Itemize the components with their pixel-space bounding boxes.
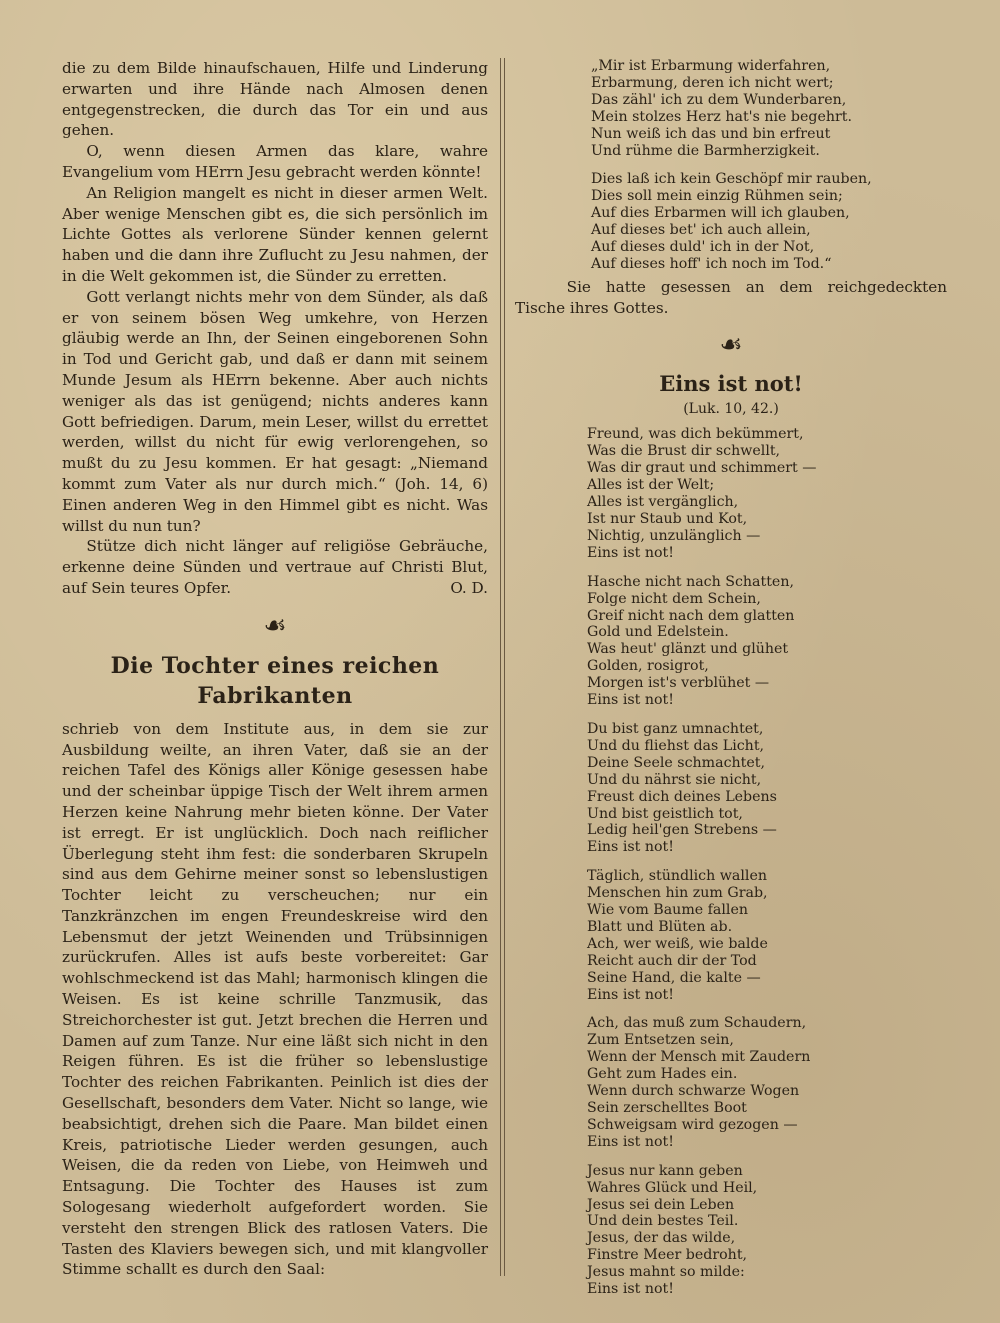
poem-line: Ach, das muß zum Schaudern, [587,1015,807,1032]
poem-title: Eins ist not! [659,371,803,397]
song-line: Und rühme die Barmherzigkeit. [591,142,820,159]
poem-line: Ach, wer weiß, wie balde [587,935,768,952]
article1-last-paragraph [62,536,488,598]
poem-stanza [515,868,947,1003]
poem-line: Ist nur Staub und Kot, [587,511,748,527]
article1-signature: O. D. [450,578,488,597]
song-line: Das zähl' ich zu dem Wunderbaren, [591,91,847,108]
poem-line: Reicht auch dir der Tod [587,952,757,969]
poem-line: Nichtig, unzulänglich — [587,527,761,544]
poem-line: Seine Hand, die kalte — [587,969,761,986]
poem-line: Greif nicht nach dem glatten [587,607,795,624]
poem-line: Finstre Meer bedroht, [587,1247,748,1264]
song-line: Auf dieses bet' ich auch allein, [591,222,811,239]
song-line: Auf dieses hoff' ich noch im Tod.“ [591,255,832,272]
poem-line: Golden, rosigrot, [587,658,709,675]
poem-line: Du bist ganz umnachtet, [587,720,764,737]
song-line: Erbarmung, deren ich nicht wert; [591,74,834,91]
poem-line: Wahres Glück und Heil, [587,1179,758,1196]
poem-line: Was die Brust dir schwellt, [587,443,781,460]
poem-line: Eins ist not! [587,839,674,856]
poem-stanza [515,721,947,856]
poem-line: Und du nährst sie nicht, [587,771,762,788]
column-divider [500,58,501,1276]
poem-line: Morgen ist's verblühet — [587,675,770,692]
poem-stanza [515,574,947,709]
poem-line: Folge nicht dem Schein, [587,590,761,607]
song-line: Auf dieses duld' ich in der Not, [591,239,815,256]
article1-paragraph: die zu dem Bilde hinaufschauen, Hilfe und Linderung erwarten und ihre Hände nach Almosen denen entgegenstrecken, die durch das Tor ein und aus gehen. [62,59,488,140]
poem-line: Zum Entsetzen sein, [587,1032,734,1049]
article1-paragraph: Gott verlangt nichts mehr von dem Sünder, als daß er von seinem bösen Weg umkehre, von Herzen gläubig werde an Ihn, der Seinen eingeborenen Sohn in Tod und Gericht gab, und daß er dann mit seinem Munde Jesum als HErrn bekenne. Aber auch nichts weniger als das ist genügend; nichts anderes kann Gott befriedigen. Darum, mein Leser, willst du errettet werden, willst du nicht für ewig verlorengehen, so mußt du zu Jesu kommen. Er hat gesagt: „Niemand kommt zum Vater als nur durch mich.“ (Joh. 14, 6) Einen anderen Weg in den Himmel gibt es nicht. Was willst du nun tun? [62,287,488,535]
song-line: Mein stolzes Herz hat's nie begehrt. [591,108,853,125]
poem-line: Täglich, stündlich wallen [587,868,767,885]
poem-line: Und dein bestes Teil. [587,1213,739,1230]
poem-line: Wenn der Mensch mit Zaudern [587,1049,811,1066]
poem-line: Schweigsam wird gezogen — [587,1116,798,1133]
song-line: Nun weiß ich das und bin erfreut [591,125,831,142]
poem-line: Eins ist not! [587,1281,674,1298]
poem-line: Freund, was dich bekümmert, [587,426,804,443]
poem-line: Und du fliehst das Licht, [587,737,765,754]
article2-title: Die Tochter eines reichen Fabrikanten [110,652,440,709]
poem-reference: (Luk. 10, 42.) [683,401,779,418]
poem-line: Was dir graut und schimmert — [587,460,817,477]
song-stanza [515,58,947,159]
poem-line: Menschen hin zum Grab, [587,885,768,902]
poem-stanza [515,426,947,561]
ornament-icon: ☙ [719,330,743,361]
poem-line: Und bist geistlich tot, [587,805,743,822]
poem-line: Deine Seele schmachtet, [587,754,765,771]
column-divider [504,58,505,1276]
poem-line: Jesus nur kann geben [587,1162,743,1179]
right-column [515,58,947,1298]
poem-line: Freust dich deines Lebens [587,788,777,805]
poem-line: Wie vom Baume fallen [587,902,748,919]
poem-line: Alles ist der Welt; [587,477,715,494]
poem-line: Gold und Edelstein. [587,624,729,641]
article1-paragraph: O, wenn diesen Armen das klare, wahre Evangelium vom HErrn Jesu gebracht werden könnte! [62,142,488,181]
poem-line: Was heut' glänzt und glühet [587,641,789,658]
poem-stanza [515,1015,947,1150]
poem-line: Ledig heil'gen Strebens — [587,822,777,839]
poem-line: Eins ist not! [587,692,674,709]
song-line: Dies laß ich kein Geschöpf mir rauben, [591,171,872,188]
poem-line: Jesus mahnt so milde: [587,1264,745,1281]
poem-line: Blatt und Blüten ab. [587,918,733,935]
poem-line: Eins ist not! [587,986,674,1003]
poem-line: Wenn durch schwarze Wogen [587,1083,800,1100]
left-column [62,58,488,1280]
poem-line: Sein zerschelltes Boot [587,1100,747,1116]
poem-line: Alles ist vergänglich, [587,494,739,511]
ornament-icon: ☙ [263,610,287,641]
poem-line: Eins ist not! [587,1133,674,1150]
poem-line: Geht zum Hades ein. [587,1066,738,1083]
poem-stanza [515,1163,947,1298]
song-line: Dies soll mein einzig Rühmen sein; [591,188,843,205]
article2-paragraph: schrieb von dem Institute aus, in dem sie zur Ausbildung weilte, an ihren Vater, daß sie an der reichen Tafel des Königs aller Könige gesessen habe und der scheinbar üppige Tisch der Welt ihrem armen Herzen keine Nahrung mehr bieten könne. Der Vater ist erregt. Er ist unglücklich. Doch nach reiflicher Überlegung steht ihm fest: die sonderbaren Skrupeln sind aus dem Gehirne meiner sonst so lebenslustigen Tochter leicht zu verscheuchen; nur ein Tanzkränzchen im engen Freundeskreise wird den Lebensmut der jetzt Weinenden und Trübsinnigen zurückrufen. Alles ist aufs beste vorbereitet: Gar wohlschmeckend ist das Mahl; harmonisch klingen die Weisen. Es ist keine schrille Tanzmusik, das Streichorchester ist gut. Jetzt brechen die Herren und Damen auf zum Tanze. Nur eine läßt sich nicht in den Reigen führen. Es ist die früher so lebenslustige Tochter des reichen Fabrikanten. Peinlich ist dies der Gesellschaft, besonders dem Vater. Nicht so lange, wie beabsichtigt, drehen sich die Paare. Man bildet einen Kreis, patriotische Lieder werden gesungen, auch Weisen, die da reden von Liebe, von Heimweh und Entsagung. Die Tochter des Hauses ist zum Sologesang wiederholt aufgefordert worden. Sie versteht den strengen Blick des ratlosen Vaters. Die Tasten des Klaviers bewegen sich, und mit klangvoller Stimme schallt es durch den Saal: [62,719,488,1279]
song-line: „Mir ist Erbarmung widerfahren, [591,58,831,74]
poem-line: Jesus, der das wilde, [587,1230,736,1247]
poem-line: Jesus sei dein Leben [587,1196,735,1213]
poem-line: Eins ist not! [587,544,674,561]
song-stanza [515,171,947,272]
article1-last-text: Stütze dich nicht länger auf religiöse Gebräuche, erkenne deine Sünden und vertraue auf Christi Blut, auf Sein teures Opfer. [62,537,488,597]
poem-line: Hasche nicht nach Schatten, [587,573,794,590]
closing-line: Sie hatte gesessen an dem reichgedeckten Tische ihres Gottes. [515,277,947,317]
article1-paragraph: An Religion mangelt es nicht in dieser armen Welt. Aber wenige Menschen gibt es, die sich persönlich im Lichte Gottes als verlorene Sünder kennen gelernt haben und die dann ihre Zuflucht zu Jesu nahmen, der in die Welt gekommen ist, die Sünder zu erretten. [62,183,488,285]
song-line: Auf dies Erbarmen will ich glauben, [591,205,850,222]
